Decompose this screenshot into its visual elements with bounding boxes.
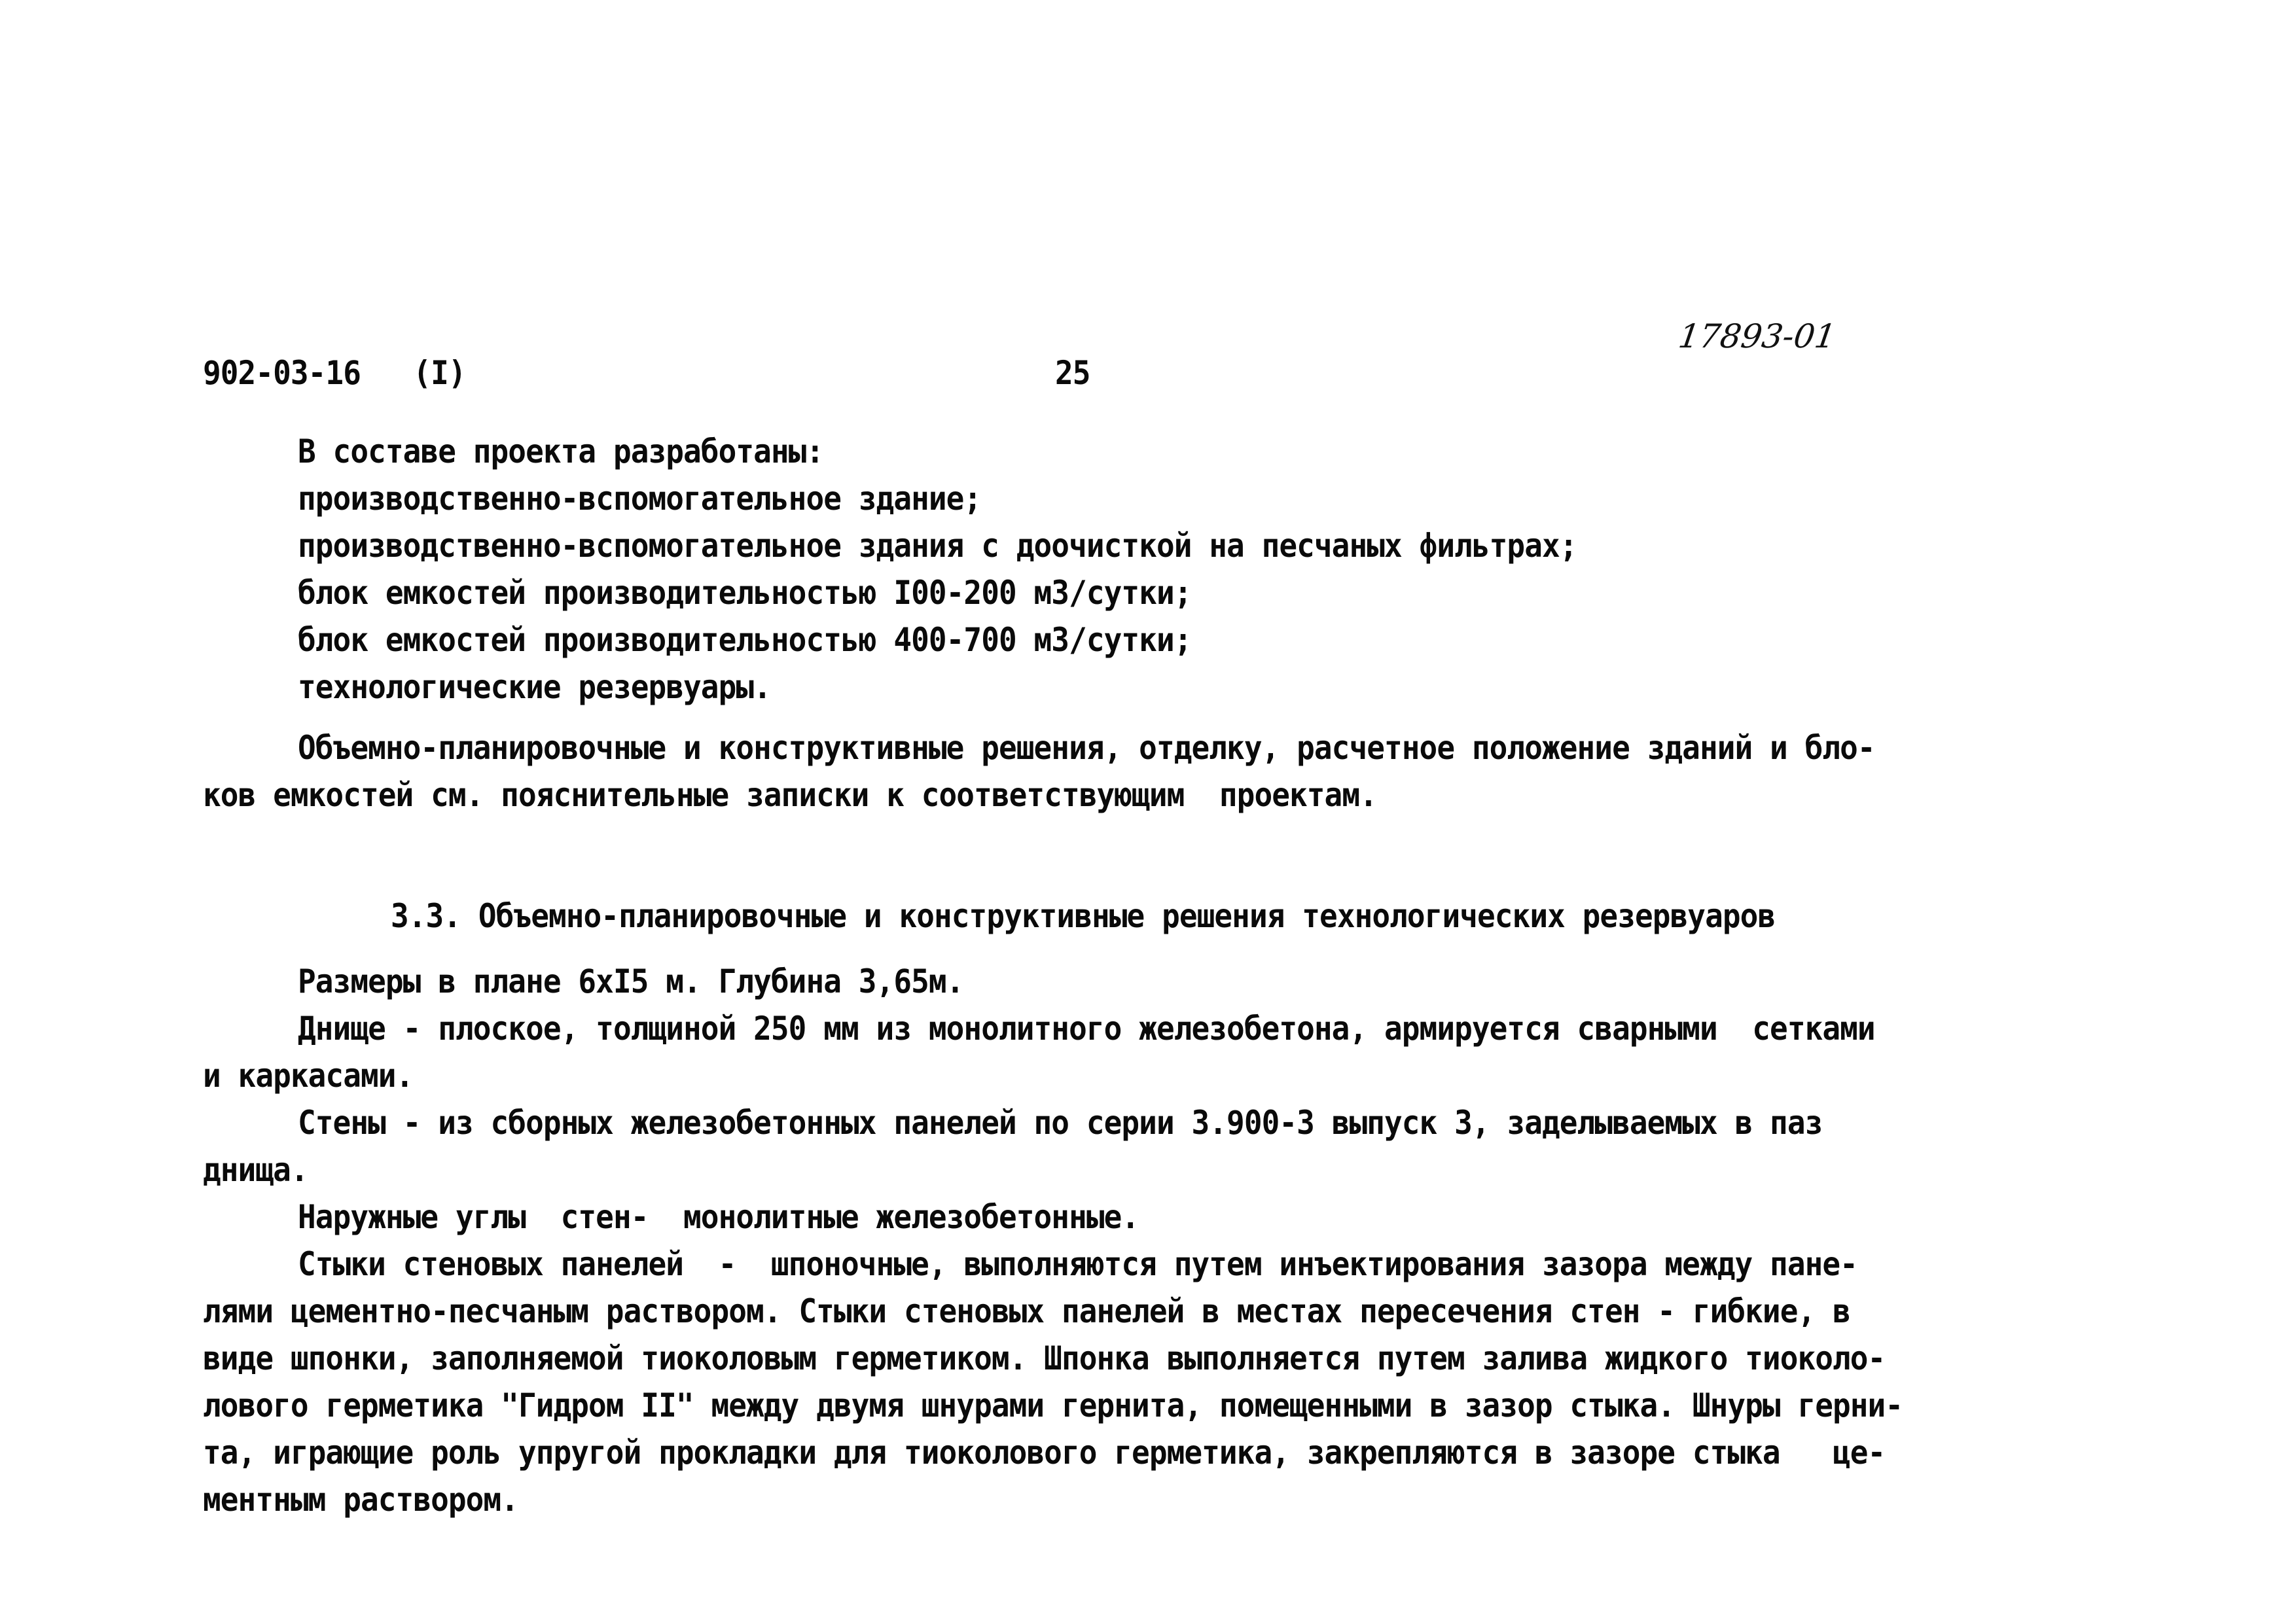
paragraph-line: Объемно-планировочные и конструктивные решения, отделку, расчетное положение зданий и бло- — [298, 729, 1875, 767]
paragraph-line: ков емкостей см. пояснительные записки к соответствующим проектам. — [203, 776, 1377, 814]
section-line: та, играющие роль упругой прокладки для тиоколового герметика, закрепляются в зазоре стыка це- — [203, 1434, 1886, 1472]
handwritten-number: 17893-01 — [1676, 317, 1838, 355]
intro-item: блок емкостей производительностью 400-700 м3/сутки; — [298, 621, 1192, 659]
section-line: ментным раствором. — [203, 1481, 518, 1519]
section-line: Стыки стеновых панелей - шпоночные, выполняются путем инъектирования зазора между пане- — [298, 1245, 1857, 1283]
section-line: Стены - из сборных железобетонных панелей по серии 3.900-3 выпуск 3, заделываемых в паз — [298, 1104, 1823, 1142]
section-line: виде шпонки, заполняемой тиоколовым герметиком. Шпонка выполняется путем залива жидкого тиоколо- — [203, 1339, 1886, 1377]
intro-lead: В составе проекта разработаны: — [298, 432, 824, 470]
intro-item: производственно-вспомогательное здания с доочисткой на песчаных фильтрах; — [298, 527, 1577, 565]
intro-item: производственно-вспомогательное здание; — [298, 480, 982, 518]
section-line: и каркасами. — [203, 1057, 414, 1095]
section-line: днища. — [203, 1151, 308, 1189]
page-number: 25 — [1055, 354, 1090, 392]
intro-item: технологические резервуары. — [298, 668, 771, 706]
document-code: 902-03-16 (I) — [203, 354, 466, 392]
intro-item: блок емкостей производительностью I00-200 м3/сутки; — [298, 574, 1192, 612]
section-line: лового герметика "Гидром II" между двумя шнурами гернита, помещенными в зазор стыка. Шнуры герни- — [203, 1386, 1903, 1424]
section-line: лями цементно-песчаным раствором. Стыки стеновых панелей в местах пересечения стен - гибкие, в — [203, 1292, 1850, 1330]
section-line: Размеры в плане 6хI5 м. Глубина 3,65м. — [298, 962, 964, 1000]
section-line: Наружные углы стен- монолитные железобетонные. — [298, 1198, 1139, 1236]
section-heading: 3.3. Объемно-планировочные и конструктивные решения технологических резервуаров — [391, 897, 1776, 935]
section-line: Днище - плоское, толщиной 250 мм из монолитного железобетона, армируется сварными сетками — [298, 1010, 1875, 1048]
